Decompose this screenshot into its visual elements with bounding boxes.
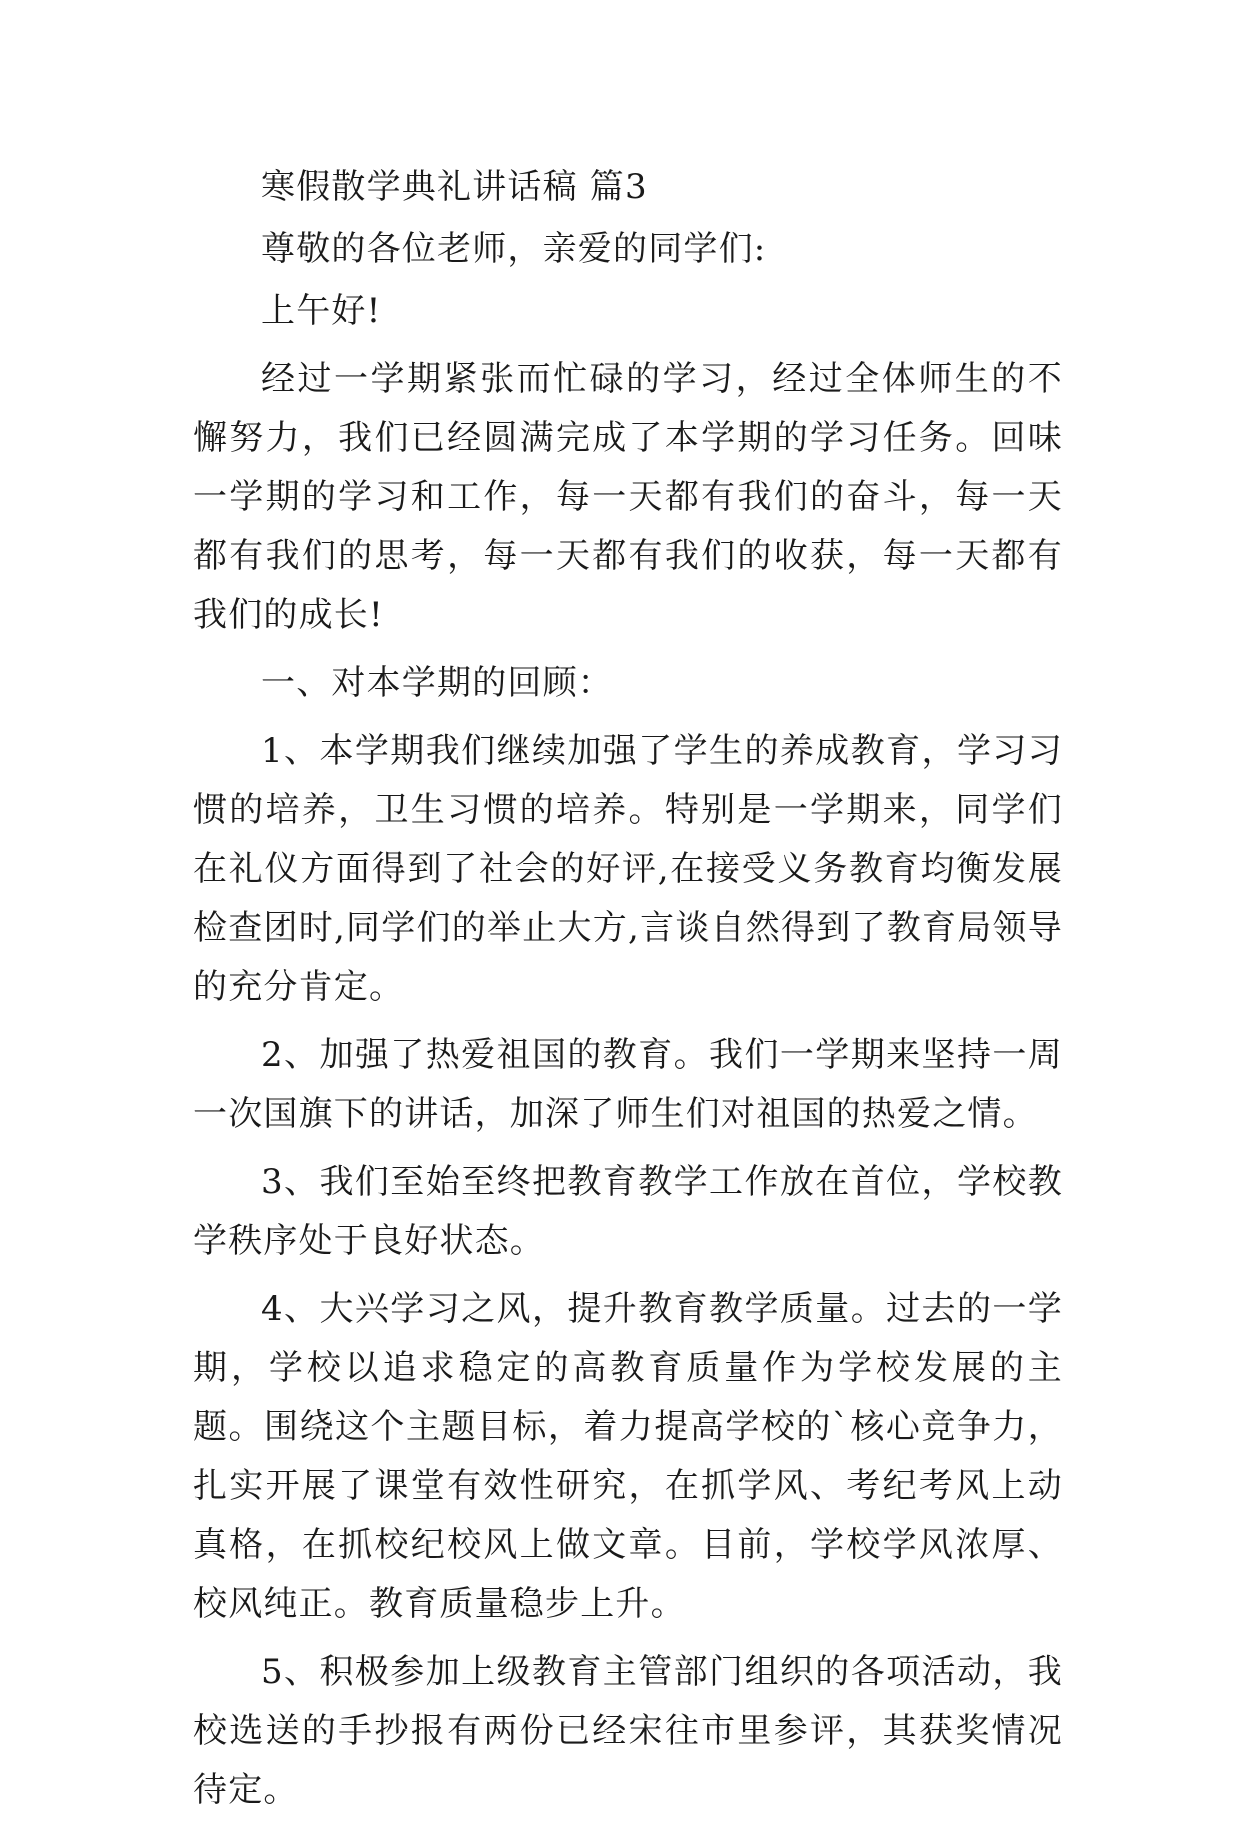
salutation: 尊敬的各位老师，亲爱的同学们: xyxy=(261,229,767,269)
greeting: 上午好! xyxy=(261,291,382,331)
paragraph-item-1: 1、本学期我们继续加强了学生的养成教育，学习习惯的培养，卫生习惯的培养。特别是一学期来，同学们在礼仪方面得到了社会的好评,在接受义务教育均衡发展检查团时,同学们的举止大方,言谈自然得到了教育局领导的充分肯定。 xyxy=(193,731,1063,1007)
paragraph-item-2: 2、加强了热爱祖国的教育。我们一学期来坚持一周一次国旗下的讲话，加深了师生们对祖国的热爱之情。 xyxy=(193,1035,1063,1134)
section-heading-review: 一、对本学期的回顾： xyxy=(261,663,613,703)
paragraph-item-5: 5、积极参加上级教育主管部门组织的各项活动，我校选送的手抄报有两份已经宋往市里参评，其获奖情况待定。 xyxy=(193,1652,1063,1810)
paragraph-item-3: 3、我们至始至终把教育教学工作放在首位，学校教学秩序处于良好状态。 xyxy=(193,1162,1063,1261)
paragraph-intro: 经过一学期紧张而忙碌的学习，经过全体师生的不懈努力，我们已经圆满完成了本学期的学习任务。回味一学期的学习和工作，每一天都有我们的奋斗，每一天都有我们的思考，每一天都有我们的收获，每一天都有我们的成长! xyxy=(193,359,1063,635)
document-title: 寒假散学典礼讲话稿 篇3 xyxy=(261,167,648,207)
document-body xyxy=(193,158,1063,1829)
paragraph-item-4: 4、大兴学习之风，提升教育教学质量。过去的一学期，学校以追求稳定的高教育质量作为学校发展的主题。围绕这个主题目标，着力提高学校的`核心竞争力，扎实开展了课堂有效性研究，在抓学风、考纪考风上动真格，在抓校纪校风上做文章。目前，学校学风浓厚、校风纯正。教育质量稳步上升。 xyxy=(193,1289,1063,1624)
